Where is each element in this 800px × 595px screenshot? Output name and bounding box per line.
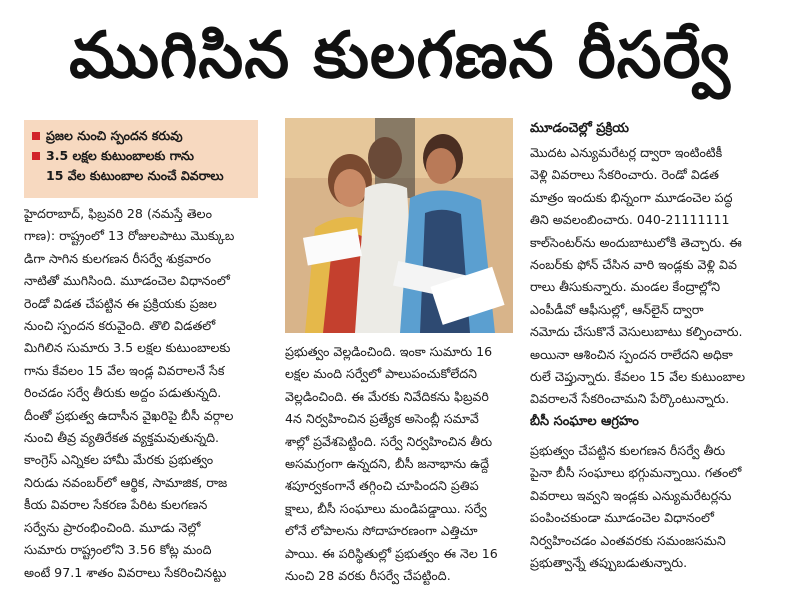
photo-illustration: [285, 118, 513, 333]
highlight-item: [30, 146, 252, 166]
text-line: నాటితో ముగిసింది. మూడంచెల విధానంలో: [24, 273, 230, 289]
text-line: శపూర్వకంగానే తగ్గించి చూపిందని ప్రతిప: [285, 478, 479, 494]
text-line: నిర్వహించడం ఎంతవరకు సమంజసమని: [530, 532, 726, 548]
text-line: తిని అవలంబించారు. 040-21111111: [530, 212, 730, 228]
text-line: వెల్లడించింది. ఈ మేరకు నివేదికను ఫిబ్రవరి: [285, 388, 489, 404]
text-line: రాలు తీసుకున్నారు. మండల కేంద్రాల్లోని: [530, 279, 721, 295]
headline: ముగిసిన కులగణన రీసర్వే: [69, 19, 731, 93]
highlight-text: 15 వేల కుటుంబాల నుంచే వివరాలు: [46, 168, 224, 183]
text-line: నంబర్‌కు ఫోన్ చేసిన వారి ఇండ్లకు వెళ్లి వివ: [530, 257, 737, 273]
text-line: పైనా బీసీ సంఘాలు భగ్గుమన్నాయి. గతంలో: [530, 465, 742, 481]
text-line: రులే చెప్తున్నారు. కేవలం 15 వేల కుటుంబాల: [530, 369, 746, 385]
text-line: వివరాలనే సేకరించామని పేర్కొంటున్నారు.: [530, 391, 730, 407]
text-line: వివరాలు ఇవ్వని ఇండ్లకు ఎన్యుమరేటర్లను: [530, 487, 732, 503]
text-line: కాంగ్రెస్ ఎన్నికల హామీ మేరకు ప్రభుత్వం: [24, 452, 214, 468]
highlight-text: 3.5 లక్షల కుటుంబాలకు గాను: [46, 148, 194, 163]
text-line: లోనే లోపాలను సోదాహరణంగా ఎత్తిచూ: [285, 523, 478, 539]
text-line: శాల్లో ప్రవేశపెట్టింది. సర్వే నిర్వహించిన తీరు: [285, 433, 493, 449]
text-line: పాయి. ఈ పరిస్థితుల్లో ప్రభుత్వం ఈ నెల 16: [285, 545, 498, 561]
text-line: గాణ): రాష్ట్రంలో 13 రోజులపాటు మొక్కుబ: [24, 228, 235, 244]
highlight-item: [30, 166, 252, 186]
text-line: మొదట ఎన్యుమరేటర్ల ద్వారా ఇంటింటికీ: [530, 145, 723, 160]
text-line: అయినా ఆశించిన స్పందన రాలేదని అధికా: [530, 346, 733, 362]
text-line: రెండో విడత చేపట్టిన ఈ ప్రక్రియకు ప్రజల: [24, 295, 217, 311]
subheading-three-tier-process: మూడంచెల్లో ప్రక్రియ: [530, 121, 629, 136]
text-line: డిగా సాగిన కులగణన రీసర్వే శుక్రవారం: [24, 250, 211, 266]
text-line: నిరుడు నవంబర్‌లో ఆర్థిక, సామాజిక, రాజ: [24, 474, 228, 490]
text-line: క్షాలు, బీసీ సంఘాలు మండిపడ్డాయి. సర్వే: [285, 500, 487, 516]
text-line: నుంచి స్పందన కరువైంది. తొలి విడతలో: [24, 318, 216, 334]
text-line: కీయ వివరాల సేకరణ పేరిట కులగణన: [24, 497, 208, 513]
highlights-box: [24, 120, 258, 198]
text-line: పంపించకుండా మూడంచెల విధానంలో: [530, 510, 715, 526]
highlight-text: ప్రజల నుంచి స్పందన కరువు: [46, 128, 183, 143]
text-line: మాత్రం ఇందుకు భిన్నంగా మూడంచెల పద్ధ: [530, 189, 733, 205]
text-line: నమోదు చేసుకొనే వెసులుబాటు కల్పించారు.: [530, 324, 743, 340]
highlight-item: [30, 126, 252, 146]
article-column-3-bottom: [530, 440, 786, 574]
article-column-1: [24, 203, 268, 584]
text-line: ప్రభుత్వాన్నే తప్పుబడుతున్నారు.: [530, 555, 688, 571]
text-line: దీంతో ప్రభుత్వ ఉదాసీన వైఖరిపై బీసీ వర్గాల: [24, 407, 234, 423]
text-line: గాను కేవలం 15 వేల ఇండ్ల వివరాలనే సేక: [24, 362, 225, 378]
bullet-square-icon: [32, 152, 40, 160]
text-line: లక్షల మంది సర్వేలో పాలుపంచుకోలేదని: [285, 366, 477, 382]
subheading-bc-outrage: బీసీ సంఘాల ఆగ్రహం: [530, 414, 639, 429]
text-line: ఎంపీడీవో ఆఫీసుల్లో, ఆన్‌లైన్ ద్వారా: [530, 301, 704, 317]
bullet-square-icon: [32, 132, 40, 140]
text-line: అంటే 97.1 శాతం వివరాలు సేకరించినట్టు: [24, 564, 227, 580]
news-photo: [285, 118, 513, 333]
article-column-3: [530, 142, 786, 411]
text-line: నుంచి తీవ్ర వ్యతిరేకత వ్యక్తమవుతున్నది.: [24, 430, 219, 446]
text-line: నుంచి 28 వరకు రీసర్వే చేపట్టింది.: [285, 568, 451, 584]
text-line: ప్రభుత్వం చేపట్టిన కులగణన రీసర్వే తీరు: [530, 443, 726, 458]
article-column-2: [285, 341, 511, 587]
text-line: 4న నిర్వహించిన ప్రత్యేక అసెంబ్లీ సమావే: [285, 411, 479, 427]
text-line: అసమగ్రంగా ఉన్నదని, బీసీ జనాభాను ఉద్దే: [285, 456, 490, 472]
text-line: కాల్‌సెంటర్‌ను అందుబాటులోకి తెచ్చారు. ఈ: [530, 234, 742, 250]
text-line: రించడం సర్వే తీరుకు అద్దం పడుతున్నది.: [24, 385, 222, 401]
text-line: ప్రభుత్వం వెల్లడించింది. ఇంకా సుమారు 16: [285, 344, 493, 359]
text-line: వెళ్లి వివరాలు సేకరించారు. రెండో విడత: [530, 167, 719, 183]
text-line: హైదరాబాద్, ఫిబ్రవరి 28 (నమస్తే తెలం: [24, 206, 212, 221]
text-line: మిగిలిన సుమారు 3.5 లక్షల కుటుంబాలకు: [24, 340, 231, 356]
text-line: సుమారు రాష్ట్రంలోని 3.56 కోట్ల మంది: [24, 542, 212, 558]
text-line: సర్వేను ప్రారంభించింది. మూడు నెల్లో: [24, 519, 201, 535]
